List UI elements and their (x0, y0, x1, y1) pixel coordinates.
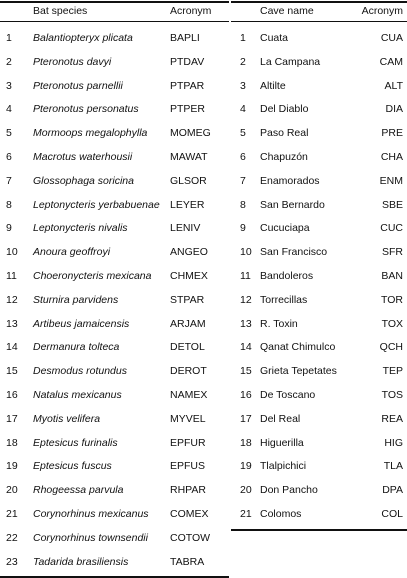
cave-name: Don Pancho (260, 484, 318, 497)
table-row (0, 265, 229, 289)
bat-species-name: Balantiopteryx plicata (33, 32, 133, 44)
bat-rows (0, 27, 229, 574)
row-number: 15 (6, 365, 18, 378)
table-row (0, 146, 229, 170)
row-number: 15 (240, 365, 252, 378)
row-number: 5 (6, 127, 12, 140)
cave-acronym: QCH (379, 341, 403, 354)
table-row (0, 51, 229, 75)
row-number: 3 (240, 79, 246, 92)
table-row (231, 432, 407, 456)
bat-species-name: Leptonycteris nivalis (33, 222, 128, 235)
table-row (231, 503, 407, 527)
row-number: 12 (6, 293, 18, 306)
cave-name: Tlalpichici (260, 460, 307, 473)
row-number: 20 (6, 484, 18, 497)
cave-acronym: TOS (381, 388, 403, 401)
table-row (231, 122, 407, 146)
bat-species-name: Leptonycteris yerbabuenae (33, 198, 160, 211)
cave-name: Del Real (260, 412, 301, 425)
row-number: 21 (240, 507, 252, 520)
bat-acronym: LEYER (170, 198, 205, 211)
bat-species-name: Glossophaga soricina (33, 174, 134, 187)
bat-acronym: MOMEG (170, 127, 211, 140)
row-number: 11 (6, 269, 17, 282)
table-row (231, 170, 407, 194)
bat-acronym: COMEX (170, 507, 209, 520)
row-number: 20 (240, 484, 252, 497)
cave-acronym: BAN (381, 269, 403, 282)
row-number: 13 (240, 317, 252, 330)
row-number: 13 (6, 317, 18, 330)
row-number: 17 (240, 412, 252, 425)
cave-name: Bandoleros (260, 269, 314, 282)
table-row (0, 455, 229, 479)
cave-acronym: DPA (382, 484, 403, 497)
table-row (0, 384, 229, 408)
row-number: 18 (240, 436, 252, 449)
cave-acronym: CHA (380, 150, 403, 163)
bat-species-name: Desmodus rotundus (33, 365, 127, 378)
row-number: 17 (6, 412, 18, 425)
row-number: 10 (6, 246, 18, 259)
table-row (0, 360, 229, 384)
bat-species-table (0, 1, 229, 578)
row-number: 19 (6, 460, 18, 473)
cave-acronym: TOX (381, 317, 403, 330)
bat-species-name: Macrotus waterhousii (33, 150, 133, 163)
table-row (0, 551, 229, 575)
bat-species-name: Artibeus jamaicensis (33, 317, 130, 330)
row-number: 23 (6, 555, 18, 568)
cave-name: Enamorados (260, 174, 320, 187)
table-row (0, 432, 229, 456)
bat-species-name: Myotis velifera (33, 412, 101, 425)
bat-species-name: Corynorhinus townsendii (33, 531, 148, 544)
row-number: 21 (6, 507, 18, 520)
cave-acronym: HIG (384, 436, 403, 449)
table-row (231, 336, 407, 360)
row-number: 4 (6, 103, 12, 116)
table-row (0, 408, 229, 432)
cave-name: Altilte (260, 79, 286, 92)
row-number: 7 (240, 174, 246, 187)
row-number: 11 (240, 269, 251, 282)
bat-species-name: Corynorhinus mexicanus (33, 507, 149, 520)
row-number: 3 (6, 79, 12, 92)
cave-acronym: PRE (381, 127, 403, 140)
table-row (231, 217, 407, 241)
bat-species-name: Pteronotus parnellii (33, 79, 123, 92)
table-row (0, 503, 229, 527)
bat-acronym: DEROT (170, 365, 207, 378)
cave-name: Del Diablo (260, 103, 309, 116)
table-row (231, 51, 407, 75)
cave-name: San Bernardo (260, 198, 325, 211)
bat-acronym: PTPAR (170, 79, 205, 92)
table-row (0, 479, 229, 503)
row-number: 6 (240, 150, 246, 163)
cave-name: Torrecillas (260, 293, 308, 306)
bat-species-name: Eptesicus furinalis (33, 436, 118, 449)
table-row (0, 75, 229, 99)
row-number: 5 (240, 127, 246, 140)
row-number: 2 (6, 55, 12, 68)
row-number: 6 (6, 150, 12, 163)
bat-acronym: CHMEX (170, 269, 208, 282)
cave-acronym-header: Acronym (361, 5, 403, 17)
table-row (0, 194, 229, 218)
bat-acronym: TABRA (170, 555, 205, 568)
cave-name: De Toscano (260, 388, 316, 401)
cave-acronym: TLA (383, 460, 403, 473)
bat-acronym: NAMEX (170, 388, 208, 401)
row-number: 9 (6, 222, 12, 235)
table-row (0, 98, 229, 122)
bat-acronym: DETOL (170, 341, 205, 354)
bat-acronym: MYVEL (170, 412, 206, 425)
cave-acronym: SBE (381, 198, 403, 211)
table-row (0, 241, 229, 265)
cave-acronym: TEP (382, 365, 403, 378)
cave-acronym: ENM (379, 174, 403, 187)
table-row (231, 194, 407, 218)
bat-acronym: RHPAR (170, 484, 206, 497)
table-row (0, 527, 229, 551)
bat-acronym: GLSOR (170, 174, 207, 187)
cave-acronym: CUA (380, 32, 403, 44)
table-row (0, 217, 229, 241)
bat-species-name: Sturnira parvidens (33, 293, 119, 306)
cave-name: La Campana (260, 55, 321, 68)
table-row (0, 122, 229, 146)
cave-name: Qanat Chimulco (260, 341, 336, 354)
table-bottom-rule (231, 529, 407, 531)
table-row (231, 455, 407, 479)
bat-species-name: Pteronotus davyi (33, 55, 112, 68)
cave-acronym: ALT (384, 79, 403, 92)
header-rule (0, 21, 229, 22)
bat-acronym: BAPLI (170, 32, 200, 44)
cave-table (231, 1, 407, 531)
cave-name: Higuerilla (260, 436, 304, 449)
row-number: 19 (240, 460, 252, 473)
bat-species-name: Anoura geoffroyi (33, 246, 111, 259)
table-row (231, 408, 407, 432)
row-number: 4 (240, 103, 246, 116)
table-row (231, 479, 407, 503)
row-number: 16 (240, 388, 252, 401)
row-number: 2 (240, 55, 246, 68)
table-row (231, 313, 407, 337)
cave-name: San Francisco (260, 246, 328, 259)
bat-acronym: ARJAM (170, 317, 206, 330)
bat-acronym: EPFUS (170, 460, 206, 473)
bat-species-header: Bat species (33, 5, 88, 17)
bat-species-name: Natalus mexicanus (33, 388, 122, 401)
bat-acronym: COTOW (170, 531, 211, 544)
row-number: 8 (6, 198, 12, 211)
row-number: 1 (240, 32, 246, 44)
bat-acronym-header: Acronym (170, 5, 212, 17)
cave-name: Cucuciapa (260, 222, 310, 235)
bat-acronym: STPAR (170, 293, 205, 306)
table-row (0, 313, 229, 337)
row-number: 14 (240, 341, 252, 354)
cave-acronym: CAM (379, 55, 403, 68)
row-number: 12 (240, 293, 252, 306)
bat-table-header (0, 3, 229, 21)
table-row (231, 360, 407, 384)
cave-name: Cuata (260, 32, 289, 44)
row-number: 7 (6, 174, 12, 187)
bat-species-name: Tadarida brasiliensis (33, 555, 129, 568)
cave-rows (231, 27, 407, 527)
table-row (231, 75, 407, 99)
row-number: 16 (6, 388, 18, 401)
bat-species-name: Mormoops megalophylla (33, 127, 148, 140)
cave-acronym: COL (381, 507, 403, 520)
row-number: 22 (6, 531, 18, 544)
cave-name: Chapuzón (260, 150, 308, 163)
bat-acronym: PTDAV (170, 55, 205, 68)
table-row (0, 27, 229, 51)
bat-acronym: ANGEO (170, 246, 208, 259)
cave-acronym: SFR (382, 246, 403, 259)
header-rule (231, 21, 407, 22)
table-row (0, 170, 229, 194)
cave-name: Paso Real (260, 127, 309, 140)
cave-table-header (231, 3, 407, 21)
row-number: 14 (6, 341, 18, 354)
row-number: 10 (240, 246, 252, 259)
bat-species-name: Pteronotus personatus (33, 103, 139, 116)
bat-acronym: MAWAT (170, 150, 208, 163)
bat-species-name: Choeronycteris mexicana (33, 269, 152, 282)
table-row (231, 241, 407, 265)
cave-name: Grieta Tepetates (260, 365, 337, 378)
cave-acronym: DIA (385, 103, 403, 116)
row-number: 8 (240, 198, 246, 211)
table-row (0, 336, 229, 360)
cave-acronym: TOR (381, 293, 403, 306)
table-row (231, 289, 407, 313)
bat-acronym: PTPER (170, 103, 206, 116)
row-number: 18 (6, 436, 18, 449)
cave-name: Colomos (260, 507, 302, 520)
cave-acronym: CUC (380, 222, 403, 235)
table-row (231, 384, 407, 408)
table-row (231, 265, 407, 289)
bat-species-name: Dermanura tolteca (33, 341, 120, 354)
cave-acronym: REA (381, 412, 403, 425)
bat-acronym: LENIV (170, 222, 201, 235)
table-row (231, 27, 407, 51)
bat-species-name: Eptesicus fuscus (33, 460, 112, 473)
bat-species-name: Rhogeessa parvula (33, 484, 124, 497)
cave-name: R. Toxin (260, 317, 298, 330)
row-number: 1 (6, 32, 12, 44)
table-row (231, 146, 407, 170)
table-row (0, 289, 229, 313)
cave-name-header: Cave name (260, 5, 314, 17)
table-row (231, 98, 407, 122)
row-number: 9 (240, 222, 246, 235)
bat-acronym: EPFUR (170, 436, 206, 449)
